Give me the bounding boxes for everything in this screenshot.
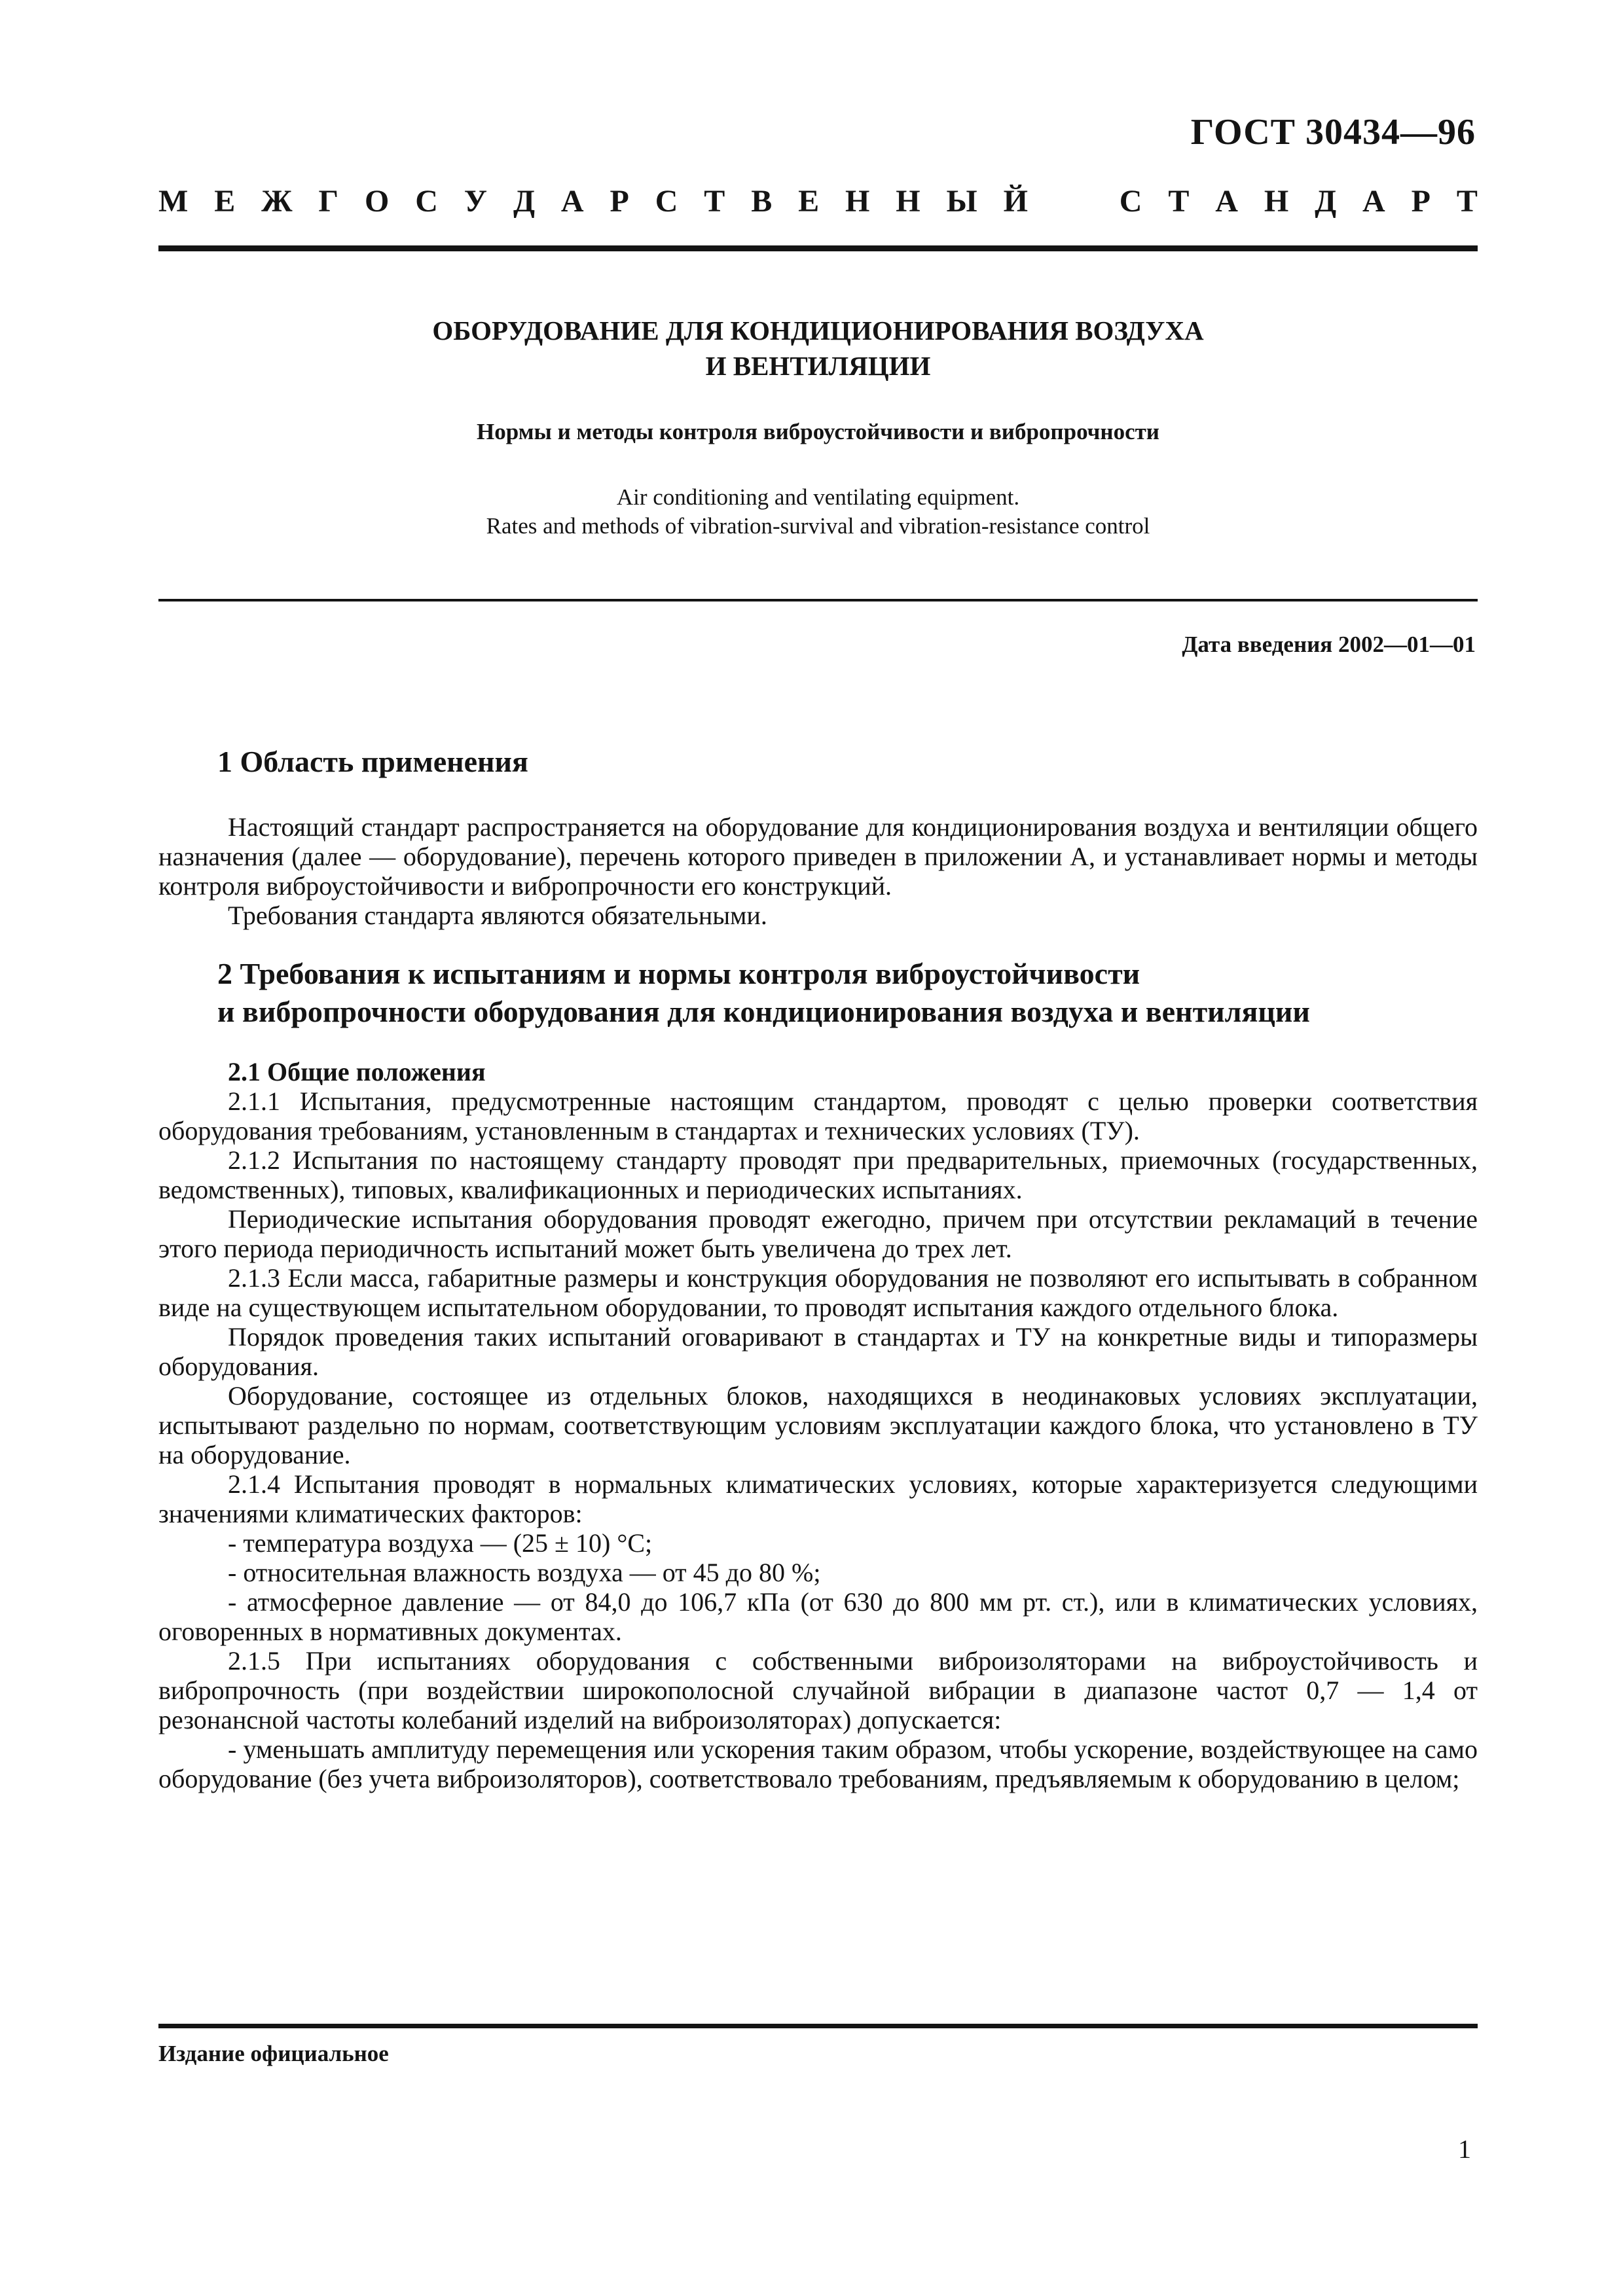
section-1-paragraph: Требования стандарта являются обязательными. — [228, 901, 767, 930]
section-2-paragraph: Порядок проведения таких испытаний оговаривают в стандартах и ТУ на конкретные виды и типоразмеры оборудования. — [158, 1322, 1478, 1381]
banner-letter: Ж — [261, 184, 293, 219]
document-title — [158, 313, 1478, 384]
banner-letter: Н — [1264, 184, 1289, 219]
banner-letter: С — [655, 184, 678, 219]
banner-letter: В — [751, 184, 773, 219]
section-2-paragraph: 2.1.2 Испытания по настоящему стандарту проводят при предварительных, приемочных (государственных, ведомственных), типовых, квалификационных и периодических испытаниях. — [158, 1145, 1478, 1204]
banner-letter: Г — [318, 184, 339, 219]
banner-letter: Т — [1168, 184, 1190, 219]
banner-letter: Е — [798, 184, 820, 219]
banner-letter: Й — [1003, 184, 1028, 219]
section-1-paragraph: Настоящий стандарт распространяется на оборудование для кондиционирования воздуха и вентиляции общего назначения (далее — оборудование), перечень которого приведен в приложении А, и устанавливает нормы и методы контроля виброустойчивости и вибропрочности его конструкций. — [158, 812, 1478, 901]
section-2-paragraph: Оборудование, состоящее из отдельных блоков, находящихся в неодинаковых условиях эксплуатации, испытывают раздельно по нормам, соответствующим условиям эксплуатации каждого блока, что установлено в ТУ на оборудование. — [158, 1381, 1478, 1469]
banner-letter: А — [1215, 184, 1238, 219]
title-line-1: ОБОРУДОВАНИЕ ДЛЯ КОНДИЦИОНИРОВАНИЯ ВОЗДУХА — [432, 315, 1204, 346]
document-id: ГОСТ 30434—96 — [1190, 112, 1476, 152]
english-title-line-1: Air conditioning and ventilating equipment. — [616, 484, 1020, 510]
english-title — [158, 483, 1478, 541]
page-number: 1 — [1458, 2134, 1471, 2164]
section-2-paragraph: - атмосферное давление — от 84,0 до 106,7 кПа (от 630 до 800 мм рт. ст.), или в климатических условиях, оговоренных в нормативных документах. — [158, 1587, 1478, 1646]
section-2-paragraph: 2.1.1 Испытания, предусмотренные настоящим стандартом, проводят с целью проверки соответствия оборудования требованиям, установленным в стандартах и технических условиях (ТУ). — [158, 1086, 1478, 1145]
banner-letter: Т — [704, 184, 725, 219]
section-2-paragraph: - относительная влажность воздуха — от 45 до 80 %; — [228, 1558, 821, 1587]
section-2-heading-line-1: 2 Требования к испытаниям и нормы контроля виброустойчивости — [217, 957, 1140, 990]
introduction-date: Дата введения 2002—01—01 — [1182, 632, 1476, 657]
footer-rule — [158, 2024, 1478, 2028]
section-2-paragraph: - уменьшать амплитуду перемещения или ускорения таким образом, чтобы ускорение, воздействующее на само оборудование (без учета виброизоляторов), соответствовало требованиям, предъявляемым к оборудованию в целом; — [158, 1734, 1478, 1793]
english-title-line-2: Rates and methods of vibration-survival and vibration-resistance control — [486, 513, 1150, 539]
banner-gap — [1054, 183, 1093, 219]
banner-letter: Е — [214, 184, 236, 219]
section-2-heading-line-2: и вибропрочности оборудования для кондиционирования воздуха и вентиляции — [217, 995, 1310, 1028]
section-2-paragraph: Периодические испытания оборудования проводят ежегодно, причем при отсутствии рекламаций в течение этого периода периодичность испытаний может быть увеличена до трех лет. — [158, 1204, 1478, 1263]
document-body — [158, 743, 1478, 1793]
banner-letter: Р — [1411, 184, 1431, 219]
section-1-heading: 1 Область применения — [217, 745, 528, 778]
banner-letter: С — [1119, 184, 1142, 219]
title-line-2: И ВЕНТИЛЯЦИИ — [705, 351, 931, 381]
standard-banner — [158, 183, 1478, 219]
section-2-paragraph: 2.1.5 При испытаниях оборудования с собственными виброизоляторами на виброустойчивость и вибропрочность (при воздействии широкополосной случайной вибрации в диапазоне частот 0,7 — 1,4 от резонансной частоты колебаний изделий на виброизоляторах) допускается: — [158, 1646, 1478, 1734]
banner-letter: М — [158, 184, 189, 219]
title-rule — [158, 599, 1478, 601]
banner-letter: Р — [610, 184, 629, 219]
banner-letter: Д — [1315, 184, 1337, 219]
edition-note: Издание официальное — [158, 2041, 389, 2066]
section-2-heading — [158, 955, 1478, 1031]
banner-letter: Н — [896, 184, 921, 219]
banner-letter: Д — [513, 184, 535, 219]
banner-letter: Ы — [946, 184, 977, 219]
section-2-paragraphs — [158, 1086, 1478, 1793]
banner-letter: О — [364, 184, 390, 219]
banner-letter: С — [415, 184, 438, 219]
subsection-2-1-heading: 2.1 Общие положения — [228, 1057, 486, 1086]
document-subtitle: Нормы и методы контроля виброустойчивости и вибропрочности — [477, 419, 1159, 444]
banner-letter: А — [560, 184, 584, 219]
banner-letter: Т — [1456, 184, 1478, 219]
section-2-paragraph: 2.1.4 Испытания проводят в нормальных климатических условиях, которые характеризуется следующими значениями климатических факторов: — [158, 1469, 1478, 1528]
section-2-paragraph: 2.1.3 Если масса, габаритные размеры и конструкция оборудования не позволяют его испытывать в собранном виде на существующем испытательном оборудовании, то проводят испытания каждого отдельного блока. — [158, 1263, 1478, 1322]
banner-letter: А — [1362, 184, 1385, 219]
banner-letter: У — [464, 184, 488, 219]
section-2-paragraph: - температура воздуха — (25 ± 10) °С; — [228, 1528, 653, 1558]
header-rule — [158, 245, 1478, 251]
banner-letter: Н — [845, 184, 870, 219]
